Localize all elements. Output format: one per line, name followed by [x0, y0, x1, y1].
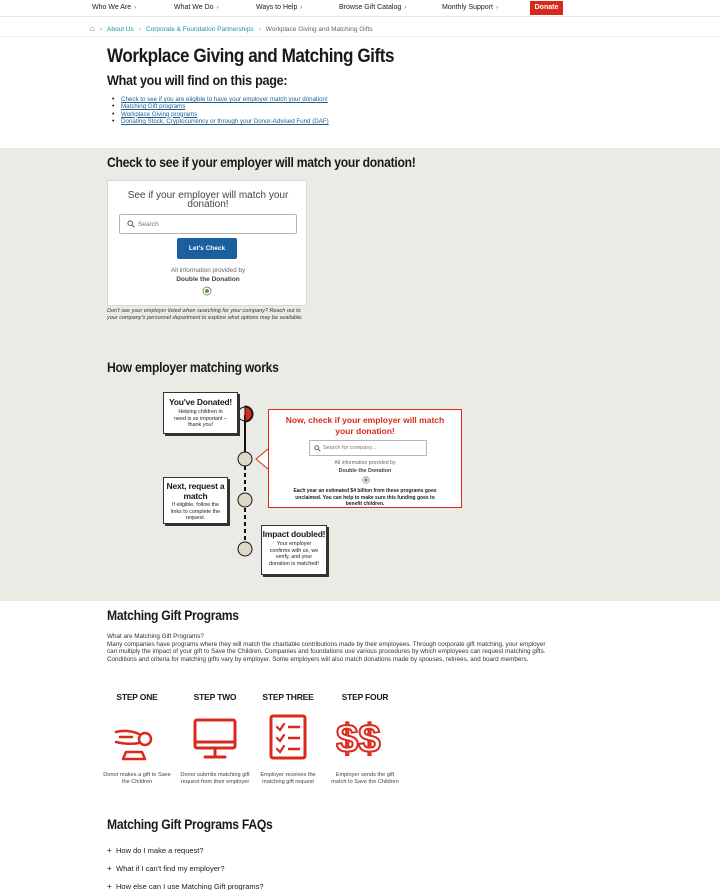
- nav-item-who-we-are[interactable]: Who We Are ›: [92, 4, 137, 11]
- search-icon: [314, 445, 321, 452]
- home-icon[interactable]: ⌂: [90, 24, 95, 33]
- mgp-description: [107, 633, 547, 664]
- chevron-right-icon: ›: [216, 5, 219, 11]
- chevron-right-icon: ›: [495, 5, 498, 11]
- mgp-text: Many companies have programs where they will match the charitable contributions made by their employees. Through corporate gift matching, your employer can multiply the impact of your gift to Save the Children. Companies and foundations use various procedures by which employees can request matching gifts. Conditions and criteria for matching gifts vary by employer. Some employers will also match donations made by spouses, retirees, and board members.: [107, 640, 546, 664]
- double-the-donation-logo-icon: [362, 476, 370, 484]
- employer-search-input[interactable]: [119, 214, 297, 234]
- toc-item: [112, 111, 329, 118]
- faq-heading: Matching Gift Programs FAQs: [107, 817, 273, 832]
- lets-check-button[interactable]: Let's Check: [177, 238, 237, 259]
- divider: [0, 36, 720, 37]
- double-the-donation-logo-icon: [202, 286, 212, 296]
- plus-icon: +: [107, 864, 112, 873]
- widget-brand: Double the Donation: [176, 276, 240, 283]
- plus-icon: +: [107, 846, 112, 855]
- toc-item: [112, 118, 329, 125]
- check-heading: Check to see if your employer will match your donation!: [107, 155, 416, 170]
- check-employer-card: Now, check if your employer will match your donation! Search for company... All information provided by Double the Donation Each year an estimated $4 billion from these programs goes unclaimed. You can help to make sure this funding goes to benefit children.: [268, 409, 462, 508]
- faq-item-other-uses[interactable]: + How else can I use Matching Gift programs?: [107, 882, 264, 890]
- toc-link-workplace-giving[interactable]: Workplace Giving programs: [121, 110, 198, 118]
- toc-link-donating-stock[interactable]: Donating Stock, Cryptocurrency or through your Donor-Advised Fund (DAF): [121, 117, 329, 125]
- chevron-right-icon: ›: [300, 5, 303, 11]
- breadcrumb: ⌂ › About Us › Corporate & Foundation Partnerships › Workplace Giving and Matching Gifts: [90, 24, 373, 33]
- step-one: STEP ONE Donor makes a gift to Save the Children: [103, 692, 171, 786]
- nav-item-browse-gift-catalog[interactable]: Browse Gift Catalog ›: [339, 4, 407, 11]
- hand-coin-icon: [112, 712, 162, 762]
- chevron-right-icon: ›: [134, 5, 137, 11]
- page-title: Workplace Giving and Matching Gifts: [107, 46, 395, 67]
- matching-process-diagram: [160, 389, 465, 584]
- how-heading: How employer matching works: [107, 360, 279, 375]
- toc-item: [112, 103, 329, 110]
- disclaimer-text: Don't see your employer listed when searching for your company? Reach out to your company's personnel department to explore what options may be available.: [107, 308, 303, 321]
- top-navigation: [0, 0, 720, 17]
- company-search-input[interactable]: Search for company...: [309, 440, 427, 456]
- svg-text:$$: $$: [336, 717, 381, 761]
- computer-monitor-icon: [190, 712, 240, 762]
- faq-item-make-request[interactable]: + How do I make a request?: [107, 846, 204, 855]
- checklist-icon: [263, 712, 313, 762]
- dollar-signs-icon: [336, 712, 392, 762]
- breadcrumb-current: Workplace Giving and Matching Gifts: [265, 26, 373, 33]
- step-card-request-match: Next, request a match If eligible, follow the links to complete the request.: [163, 477, 228, 524]
- step-two: STEP TWO Donor submits matching gift request from their employer: [180, 692, 250, 786]
- widget-title: See if your employer will match your donation!: [127, 190, 289, 210]
- nav-item-ways-to-help[interactable]: Ways to Help ›: [256, 4, 303, 11]
- mgp-heading: Matching Gift Programs: [107, 608, 239, 623]
- nav-item-monthly-support[interactable]: Monthly Support ›: [442, 4, 498, 11]
- nav-item-what-we-do[interactable]: What We Do ›: [174, 4, 219, 11]
- breadcrumb-corporate-partnerships[interactable]: Corporate & Foundation Partnerships: [145, 26, 254, 33]
- search-placeholder: Search: [138, 221, 159, 228]
- toc-link-check-eligibility[interactable]: Check to see if you are eligible to have your employer match your donation!: [121, 96, 328, 103]
- step-card-donated: You've Donated! Helping children in need is so important – thank you!: [163, 392, 238, 434]
- donate-button[interactable]: Donate: [530, 1, 563, 15]
- breadcrumb-about-us[interactable]: About Us: [107, 26, 134, 33]
- page-subtitle: What you will find on this page:: [107, 72, 288, 88]
- table-of-contents: [112, 96, 329, 125]
- step-four: STEP FOUR $$ Employer sends the gift match to Save the Children: [331, 692, 399, 786]
- step-three: STEP THREE Employer receives the matching gift request: [260, 692, 316, 786]
- search-icon: [127, 220, 135, 228]
- employer-match-widget: [107, 180, 307, 306]
- toc-link-matching-gift[interactable]: Matching Gift programs: [121, 103, 186, 111]
- plus-icon: +: [107, 882, 112, 890]
- step-card-impact-doubled: Impact doubled! Your employer confirms with us, we verify, and your donation is matched!: [261, 525, 327, 575]
- mgp-question: What are Matching Gift Programs?: [107, 633, 204, 640]
- chevron-right-icon: ›: [404, 5, 407, 11]
- toc-item: [112, 96, 329, 103]
- widget-info-text: All information provided by: [170, 267, 246, 274]
- faq-item-cant-find-employer[interactable]: + What if I can't find my employer?: [107, 864, 225, 873]
